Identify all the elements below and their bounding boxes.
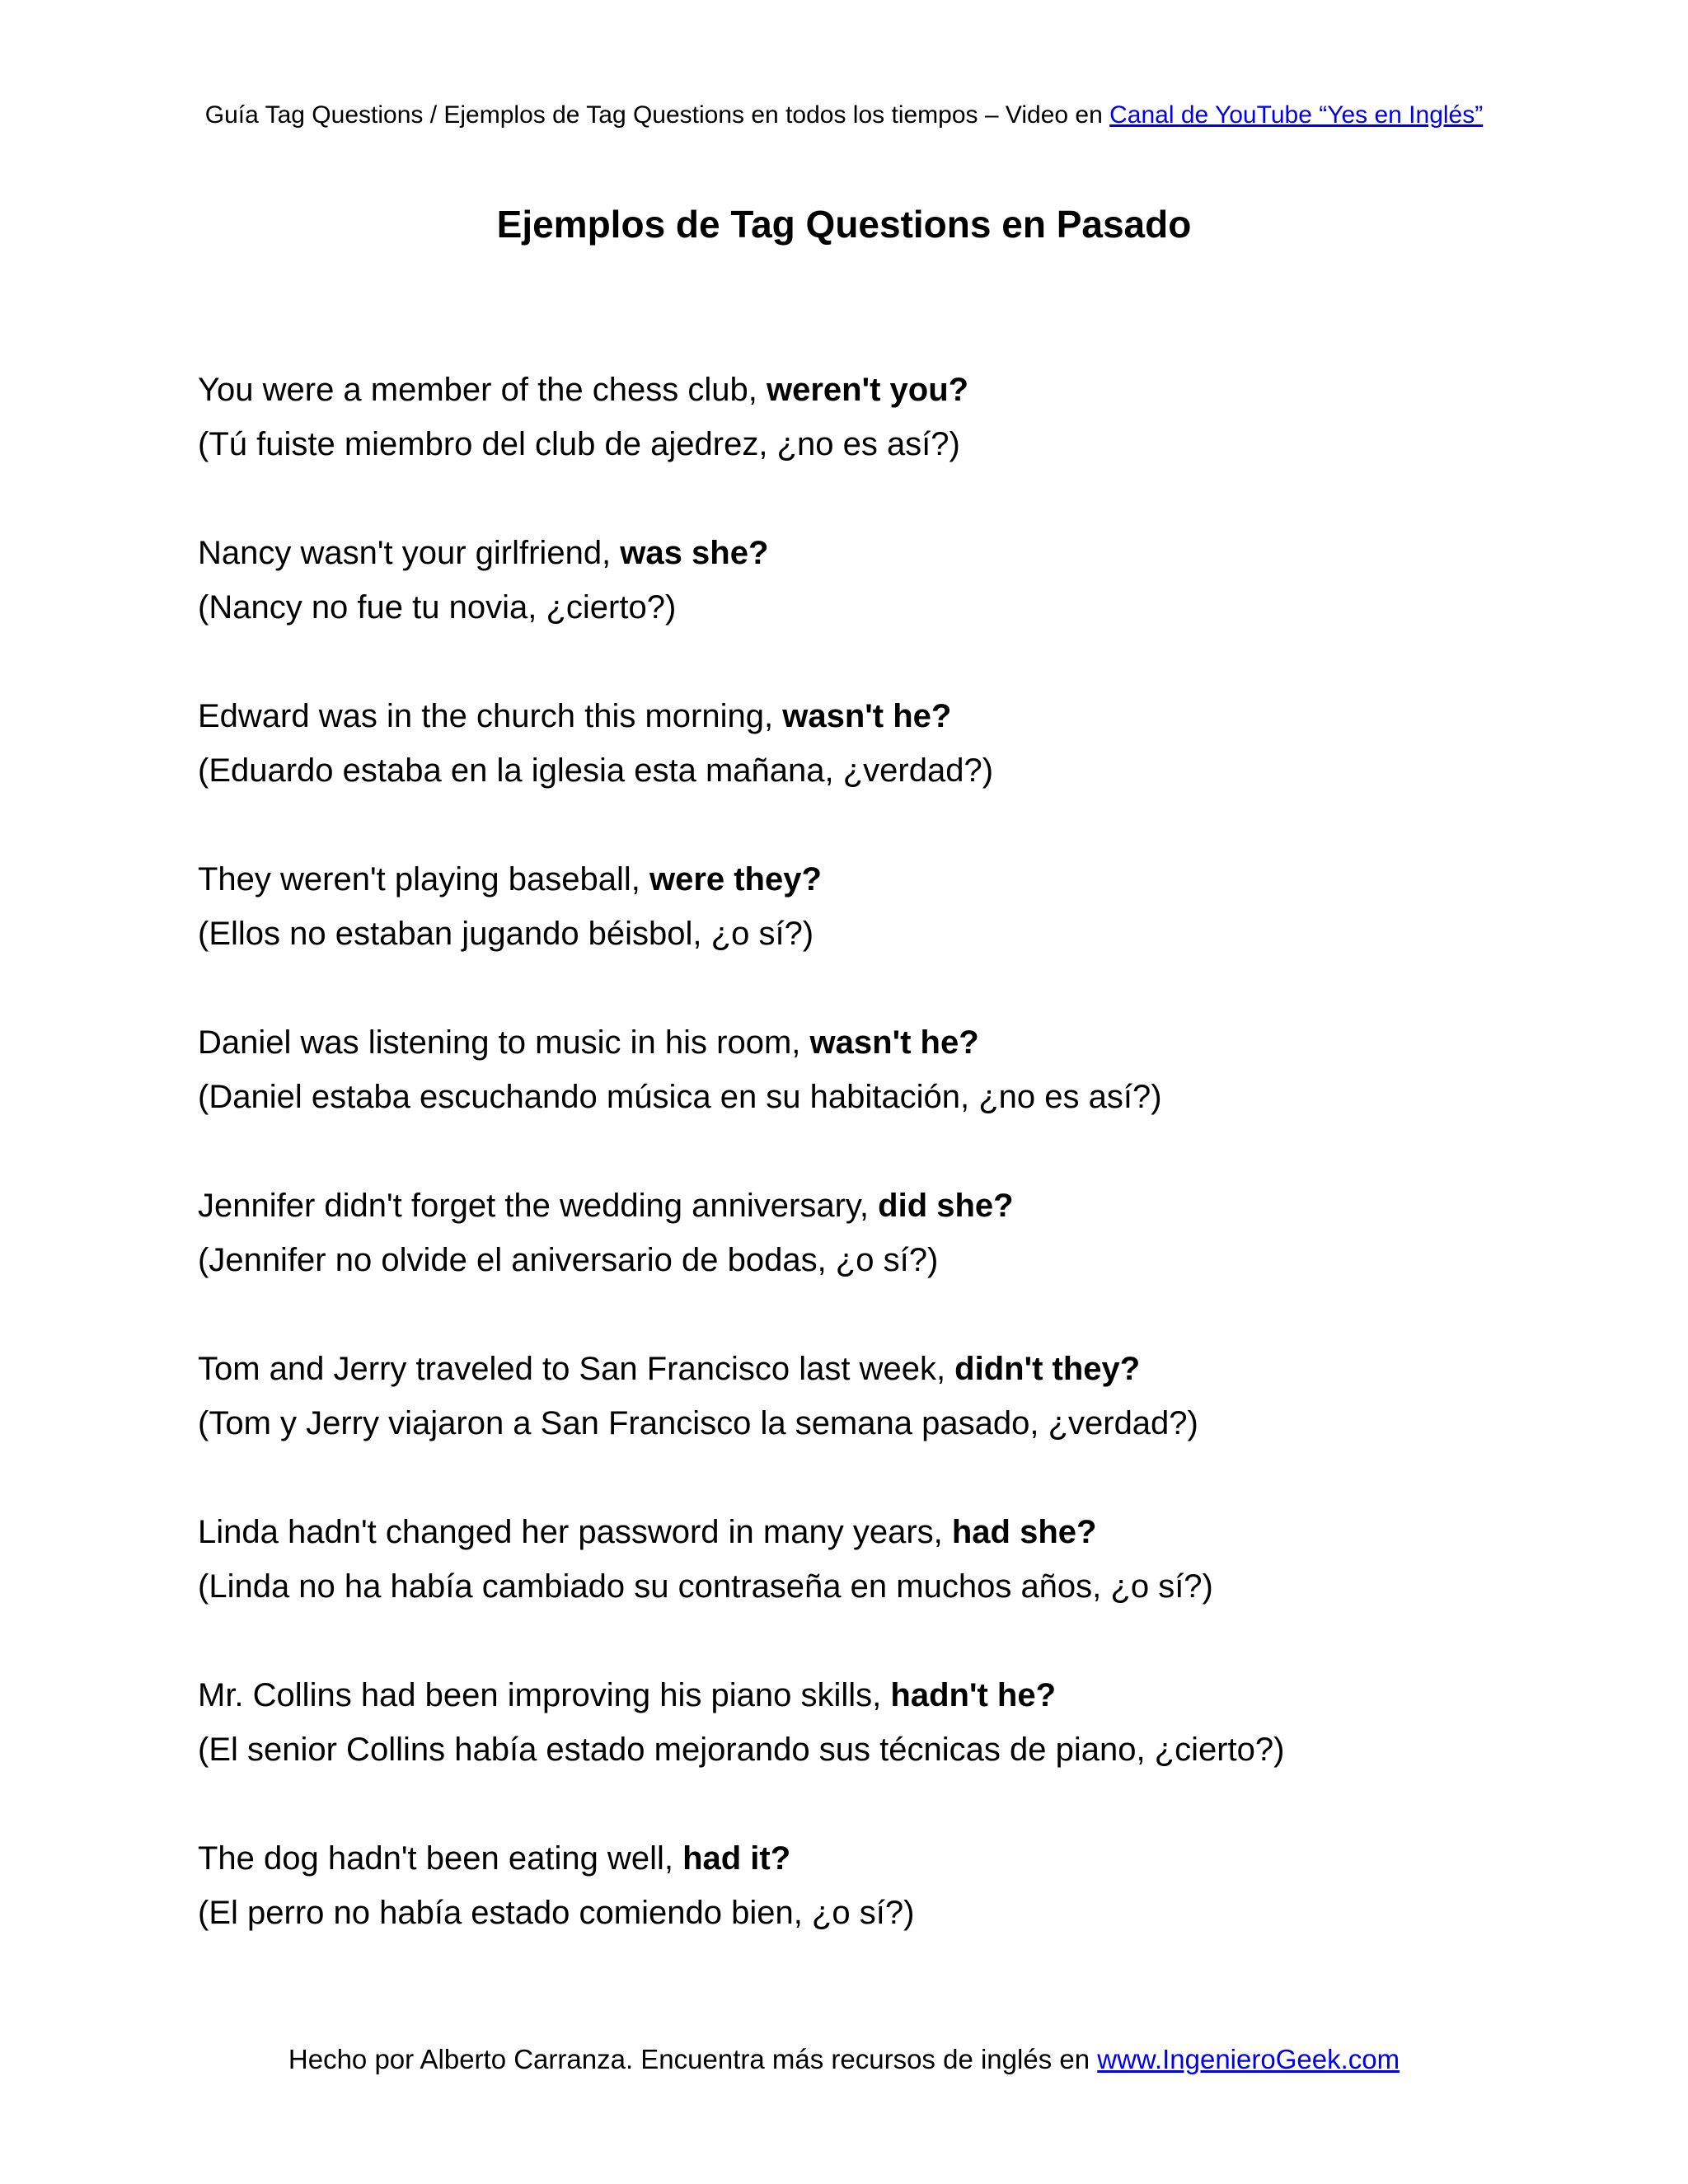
examples-list	[198, 363, 1599, 1994]
sentence-text: Daniel was listening to music in his room,	[198, 1024, 810, 1061]
example-sentence	[198, 1015, 1599, 1070]
example-sentence	[198, 1831, 1599, 1886]
example-item	[198, 526, 1599, 689]
example-item	[198, 689, 1599, 852]
tag-question: hadn't he?	[890, 1677, 1056, 1713]
sentence-text: Tom and Jerry traveled to San Francisco last week,	[198, 1351, 955, 1387]
footer-text: Hecho por Alberto Carranza. Encuentra más recursos de inglés en	[288, 2044, 1098, 2074]
example-sentence	[198, 1505, 1599, 1559]
example-sentence	[198, 1179, 1599, 1233]
page-title: Ejemplos de Tag Questions en Pasado	[496, 203, 1192, 246]
sentence-text: The dog hadn't been eating well,	[198, 1840, 683, 1877]
tag-question: didn't they?	[954, 1351, 1141, 1387]
example-sentence	[198, 1342, 1599, 1396]
header-text: Guía Tag Questions / Ejemplos de Tag Questions en todos los tiempos – Video en	[204, 101, 1110, 129]
example-translation: (El senior Collins había estado mejorando sus técnicas de piano, ¿cierto?)	[198, 1732, 1285, 1768]
tag-question: wasn't he?	[782, 698, 952, 734]
sentence-text: You were a member of the chess club,	[198, 372, 767, 408]
example-translation: (Jennifer no olvide el aniversario de bodas, ¿o sí?)	[198, 1242, 939, 1278]
example-translation: (Tom y Jerry viajaron a San Francisco la semana pasado, ¿verdad?)	[198, 1405, 1198, 1441]
tag-question: weren't you?	[767, 372, 969, 408]
tag-question: did she?	[878, 1188, 1014, 1224]
sentence-text: Mr. Collins had been improving his piano skills,	[198, 1677, 891, 1713]
tag-question: had she?	[951, 1514, 1097, 1550]
sentence-text: They weren't playing baseball,	[198, 861, 649, 898]
example-translation: (El perro no había estado comiendo bien, ¿o sí?)	[198, 1895, 915, 1931]
tag-question: had it?	[682, 1840, 791, 1877]
example-item	[198, 1668, 1599, 1831]
example-item	[198, 1505, 1599, 1668]
example-sentence	[198, 363, 1599, 417]
example-sentence	[198, 526, 1599, 580]
example-sentence	[198, 852, 1599, 907]
example-item	[198, 363, 1599, 526]
example-item	[198, 852, 1599, 1015]
tag-question: were they?	[649, 861, 822, 898]
example-item	[198, 1179, 1599, 1342]
sentence-text: Linda hadn't changed her password in many years,	[198, 1514, 952, 1550]
tag-question: wasn't he?	[809, 1024, 979, 1061]
example-sentence	[198, 1668, 1599, 1722]
example-translation: (Ellos no estaban jugando béisbol, ¿o sí?)	[198, 916, 814, 952]
example-translation: (Eduardo estaba en la iglesia esta mañana, ¿verdad?)	[198, 752, 994, 789]
page-header	[0, 97, 1688, 134]
example-sentence	[198, 689, 1599, 743]
sentence-text: Edward was in the church this morning,	[198, 698, 783, 734]
example-translation: (Daniel estaba escuchando música en su habitación, ¿no es así?)	[198, 1079, 1162, 1115]
example-item	[198, 1342, 1599, 1505]
tag-question: was she?	[620, 535, 769, 571]
example-translation: (Nancy no fue tu novia, ¿cierto?)	[198, 589, 677, 626]
example-item	[198, 1831, 1599, 1994]
example-translation: (Tú fuiste miembro del club de ajedrez, ¿no es así?)	[198, 426, 960, 462]
example-item	[198, 1015, 1599, 1179]
youtube-channel-link[interactable]: Canal de YouTube “Yes en Inglés”	[1109, 101, 1484, 129]
sentence-text: Nancy wasn't your girlfriend,	[198, 535, 621, 571]
page-footer	[0, 2041, 1688, 2079]
sentence-text: Jennifer didn't forget the wedding anniversary,	[198, 1188, 879, 1224]
example-translation: (Linda no ha había cambiado su contraseña en muchos años, ¿o sí?)	[198, 1568, 1213, 1605]
website-link[interactable]: www.IngenieroGeek.com	[1097, 2044, 1400, 2074]
